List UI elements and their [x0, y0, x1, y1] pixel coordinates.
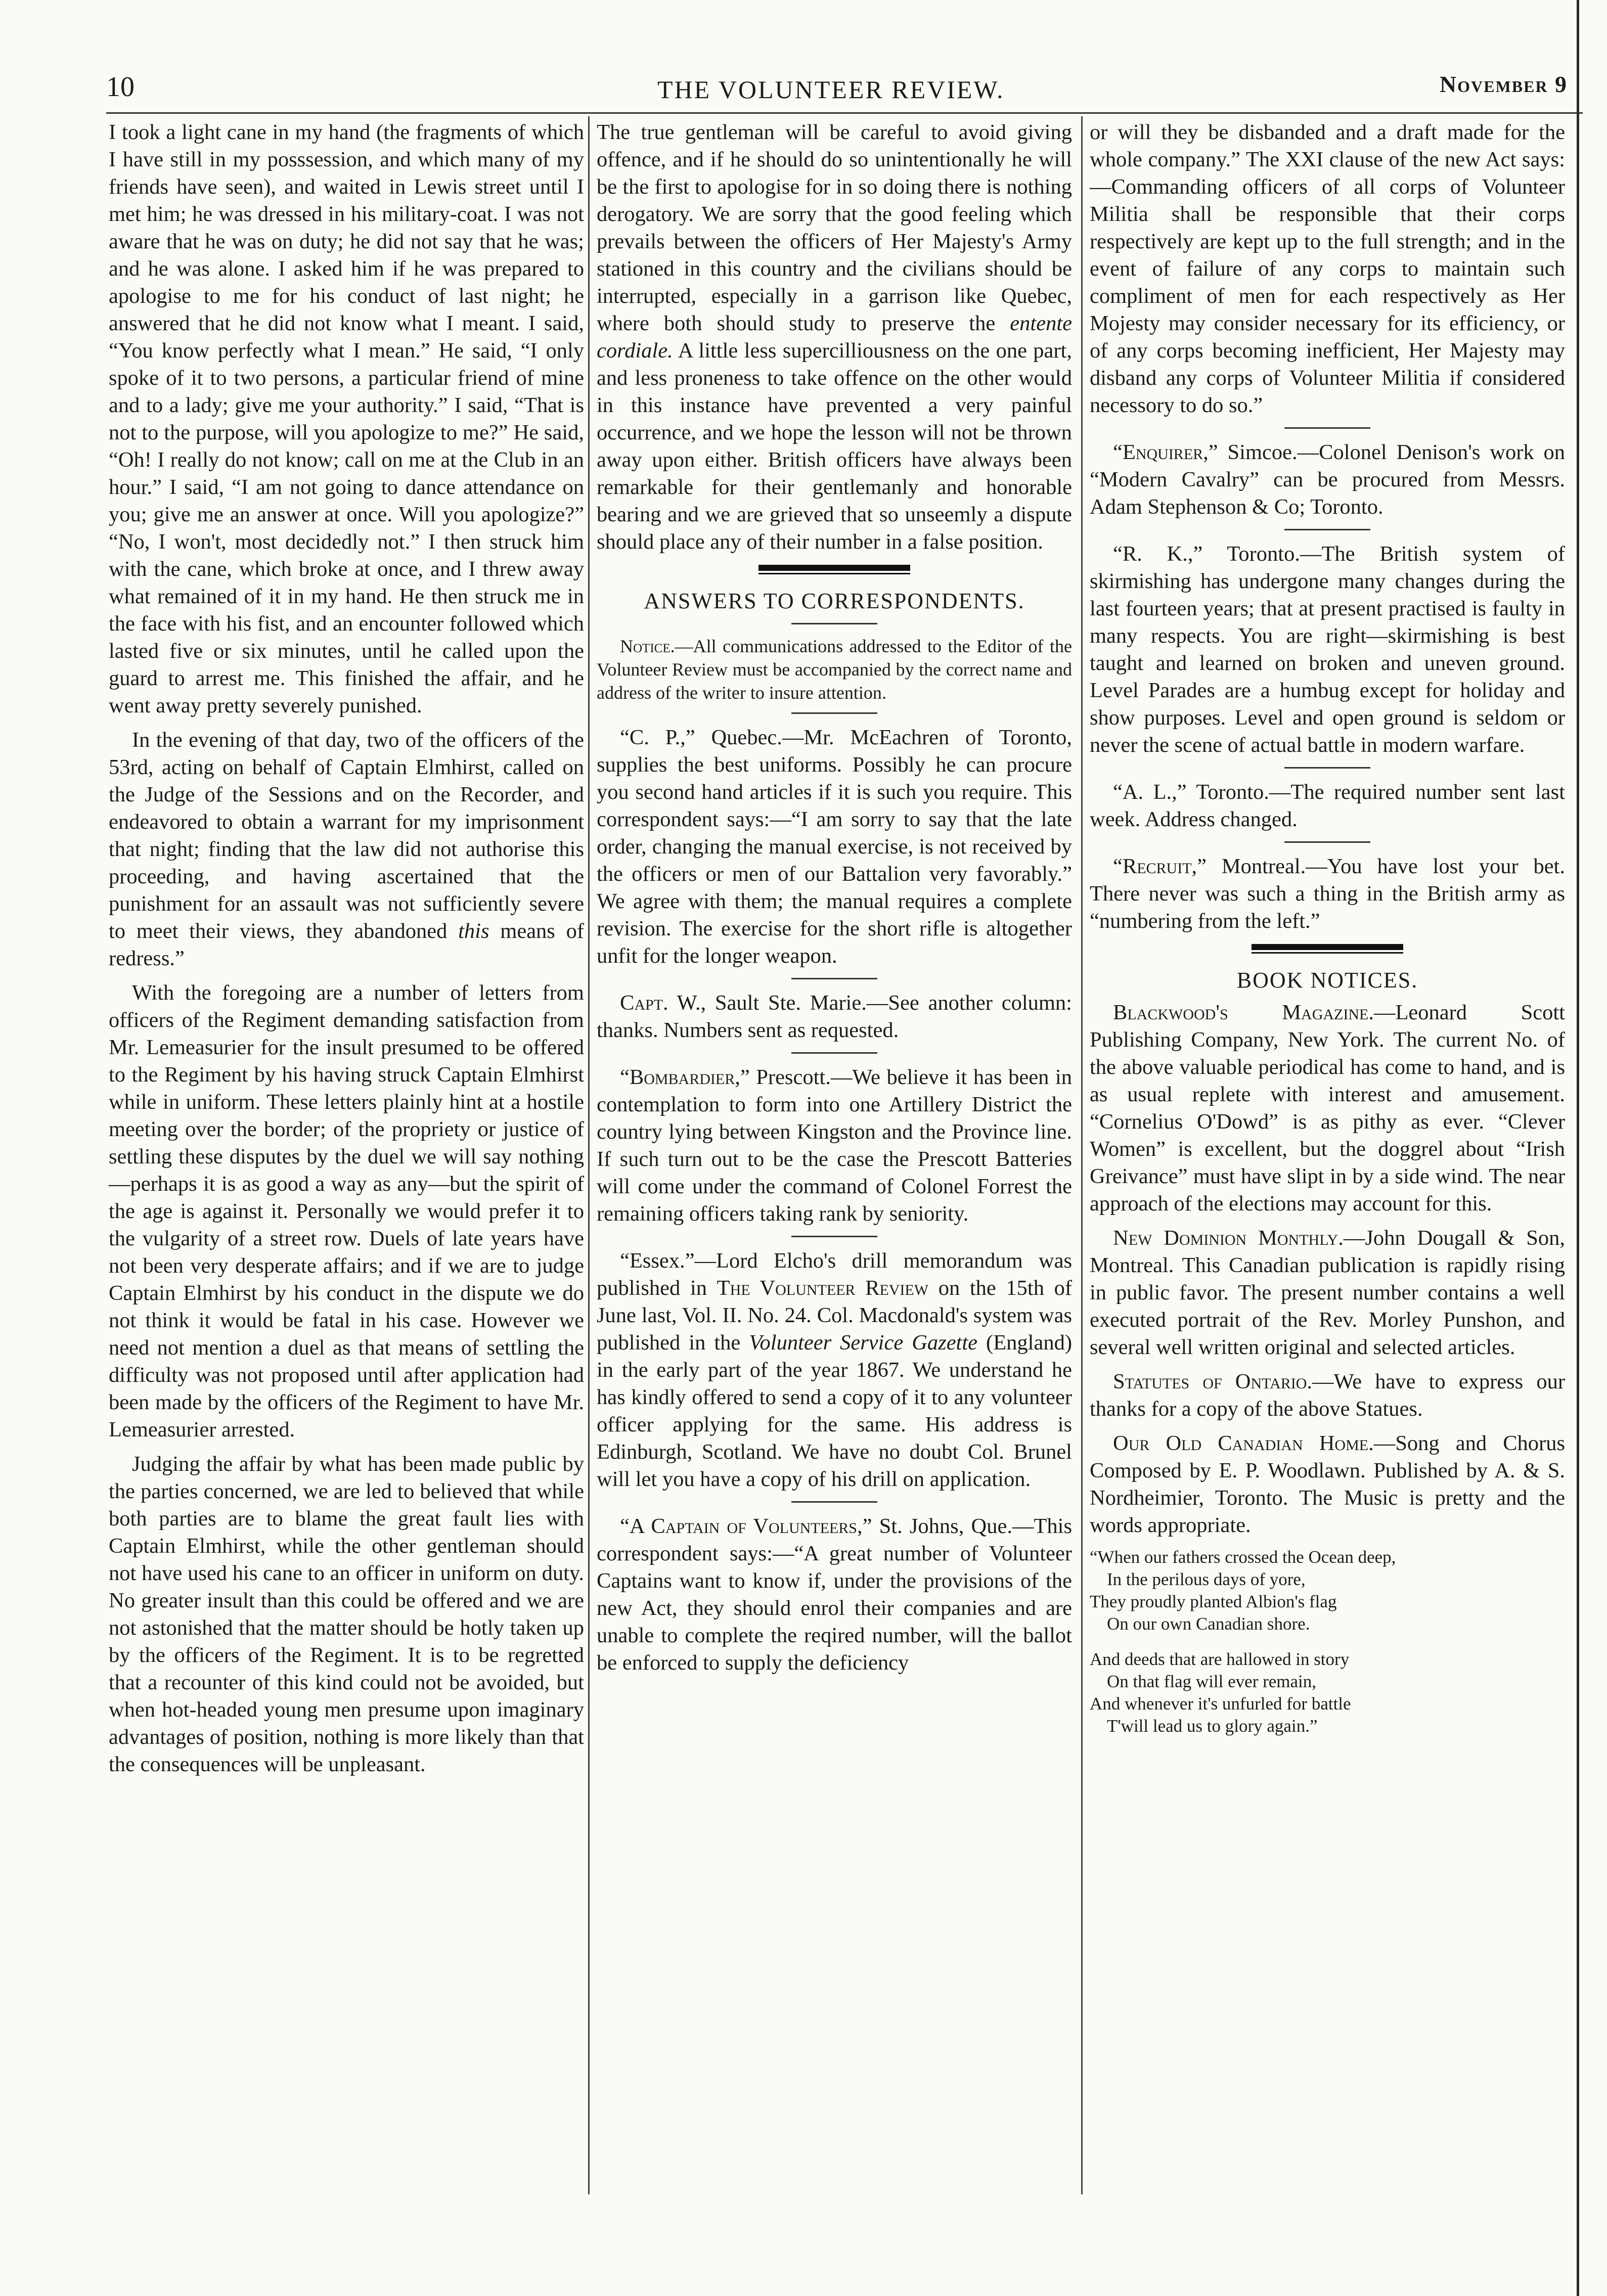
page-edge-rule: [1577, 0, 1579, 2296]
answer-recruit: “Recruit,” Montreal.—You have lost your bet. There never was such a thing in the British army as “numbering from the left.”: [1090, 854, 1565, 933]
divider: [1284, 767, 1370, 769]
divider: [791, 1052, 877, 1054]
book-notices-heading: BOOK NOTICES.: [1236, 968, 1418, 993]
divider: [791, 978, 877, 979]
verse-line: “When our fathers crossed the Ocean deep,: [1090, 1547, 1396, 1567]
notice-blackwoods: Blackwood's Magazine.—Leonard Scott Publishing Company, New York. The current No. of the above valuable periodical has come to hand, and is as usual replete with interest and amusement. “Cornelius O'Dowd” is as pithy as ever. “Clever Women” is excellent, but the doggrel about “Irish Greivance” must have slipt in by a side wind. The near approach of the elections may account for this.: [1090, 1001, 1565, 1215]
verse-line: In the perilous days of yore,: [1107, 1569, 1306, 1589]
answer-essex: “Essex.”—Lord Elcho's drill memorandum was published in The Volunteer Review on the 15th of June last, Vol. II. No. 24. Col. Macdonald's system was published in the Volunteer Service Gazette (England) in the early part of the year 1867. We understand he has kindly offered to send a copy of it to any volunteer officer applying for the same. His address is Edinburgh, Scotland. We have no doubt Col. Brunel will let you have a copy of his drill on application.: [597, 1249, 1072, 1491]
answer-capt-w: Capt. W., Sault Ste. Marie.—See another column: thanks. Numbers sent as requested.: [597, 991, 1072, 1042]
song-verse: [1090, 1546, 1565, 1737]
answer-cp: “C. P.,” Quebec.—Mr. McEachren of Toronto, supplies the best uniforms. Possibly he can procure you second hand articles if it is such you require. This correspondent says:—“I am sorry to say that the late order, changing the manual exercise, is not received by the officers or men of our Battalion very favorably.” We agree with them; the manual requires a complete revision. The exercise for the short rifle is altogether unfit for the longer weapon.: [597, 726, 1073, 968]
notice: Notice.—All communications addressed to the Editor of the Volunteer Review must be accompanied by the correct name and address of the writer to insure attention.: [597, 636, 1072, 703]
answer-bombardier: “Bombardier,” Prescott.—We believe it has been in contemplation to form into one Artillery District the country lying between Kingston and the Province line. If such turn out to be the case the Prescott Batteries will come under the command of Colonel Forrest the remaining officers taking rank by seniority.: [597, 1065, 1072, 1226]
running-title: THE VOLUNTEER REVIEW.: [657, 75, 1005, 104]
column-1: [109, 119, 584, 1785]
verse-line: And whenever it's unfurled for battle: [1090, 1694, 1351, 1714]
divider: [1284, 427, 1370, 429]
answer-captain: “A Captain of Volunteers,” St. Johns, Que.—This correspondent says:—“A great number of Volunteer Captains want to know if, under the provisions of the new Act, they should enrol their companies and are unable to complete the reqired number, will the ballot be enforced to supply the deficiency: [597, 1514, 1073, 1675]
page-header: [106, 71, 1573, 116]
divider: [1284, 529, 1370, 530]
divider: [791, 712, 877, 714]
paragraph: With the foregoing are a number of letters from officers of the Regiment demanding satisfaction from Mr. Lemeasurier for the insult presumed to be offered to the Regiment by his having struck Captain Elmhirst while in uniform. These letters plainly hint at a hostile meeting over the border; of the propriety or justice of settling these disputes by the duel we will say nothing—perhaps it is as good a way as any—but the spirit of the age is against it. Personally we would prefer it to the vulgarity of a street row. Duels of late years have not been very desperate affairs; and if we are to judge Captain Elmhirst by his conduct in the dispute we do not think it would be fatal in his case. However we need not mention a duel as that means of settling the difficulty was not proposed until after application had been made by the officers of the Regiment to have Mr. Lemeasurier arrested.: [109, 981, 584, 1442]
column-rule-1: [588, 116, 590, 2194]
notice-song: Our Old Canadian Home.—Song and Chorus Composed by E. P. Woodlawn. Published by A. & S. Nordheimier, Toronto. The Music is pretty and the words appropriate.: [1090, 1431, 1565, 1537]
paragraph: The true gentleman will be careful to avoid giving offence, and if he should do so unintentionally he will be the first to apologise for in so doing there is nothing derogatory. We are sorry that the good feeling which prevails between the officers of Her Majesty's Army stationed in this country and the civilians should be interrupted, especially in a garrison like Quebec, where both should study to preserve the entente cordiale. A little less supercilliousness on the one part, and less proneness to take offence on the other would in this instance have prevented a very painful occurrence, and we hope the lesson will not be thrown away upon either. British officers have always been remarkable for their gentlemanly and honorable bearing and we are grieved that so unseemly a dispute should place any of their number in a false position.: [597, 120, 1072, 554]
answer-enquirer: “Enquirer,” Simcoe.—Colonel Denison's work on “Modern Cavalry” can be procured from Messrs. Adam Stephenson & Co; Toronto.: [1090, 440, 1565, 519]
verse-line: T'will lead us to glory again.”: [1107, 1716, 1318, 1736]
verse-line: And deeds that are hallowed in story: [1090, 1649, 1350, 1669]
column-2: [597, 119, 1072, 1684]
divider: [791, 1501, 877, 1503]
notice-new-dominion: New Dominion Monthly.—John Dougall & Son, Montreal. This Canadian publication is rapidly rising in public favor. The present number contains a well executed portrait of the Rev. Morley Punshon, and several well written original and selected articles.: [1090, 1226, 1566, 1359]
verse-line: They proudly planted Albion's flag: [1090, 1592, 1337, 1611]
issue-date: November 9: [1439, 71, 1568, 97]
paragraph: or will they be disbanded and a draft made for the whole company.” The XXI clause of the new Act says:—Commanding officers of all corps of Volunteer Militia shall be responsible that their corps respectively are kept up to the full strength; and in the event of failure of any corps to maintain such compliment of men for each respectively as Her Mojesty may consider necessary for its efficiency, or of any corps becoming inefficient, Her Majesty may disband any corps of Volunteer Militia if considered necessory to do so.”: [1090, 120, 1565, 417]
paragraph: Judging the affair by what has been made public by the parties concerned, we are led to believed that while both parties are to blame the great fault lies with Captain Elmhirst, while the other gentleman should not have used his cane to an officer in uniform on duty. No greater insult than this could be offered and we are not astonished that the matter should be hotly taken up by the officers of the Regiment. It is to be regretted that a recounter of this kind could not be avoided, but when hot-headed young men presume upon imaginary advantages of position, nothing is more likely than that the consequences will be unpleasant.: [109, 1452, 584, 1776]
answers-heading: ANSWERS TO CORRESPONDENTS.: [644, 589, 1025, 613]
divider: [1284, 841, 1370, 843]
section-divider: [758, 565, 910, 574]
column-3: [1090, 119, 1565, 1737]
answer-rk: “R. K.,” Toronto.—The British system of skirmishing has undergone many changes during the last fourteen years; that at present practised is faulty in many respects. You are right—skirmishing is best taught and learned on broken and uneven ground. Level Parades are a humbug except for holiday and show purposes. Level and open ground is seldom or never the scene of actual battle in modern warfare.: [1090, 542, 1565, 757]
header-rule: [106, 112, 1583, 114]
divider: [791, 1236, 877, 1237]
section-divider: [1252, 944, 1403, 954]
column-rule-2: [1081, 116, 1083, 2194]
verse-line: On that flag will ever remain,: [1107, 1672, 1317, 1691]
paragraph: In the evening of that day, two of the officers of the 53rd, acting on behalf of Captain Elmhirst, called on the Judge of the Sessions and on the Recorder, and endeavored to obtain a warrant for my imprisonment that night; finding that the law did not authorise this proceeding, and having ascertained that the punishment for an assault was not sufficiently severe to meet their views, they abandoned this means of redress.”: [109, 728, 585, 970]
paragraph: I took a light cane in my hand (the fragments of which I have still in my posssession, and which many of my friends have seen), and waited in Lewis street until I met him; he was dressed in his military-coat. I was not aware that he was on duty; he did not say that he was; and he was alone. I asked him if he was prepared to apologise to me for his conduct of last night; he answered that he did not know what I meant. I said, “You know perfectly what I mean.” He said, “I only spoke of it to two persons, a particular friend of mine and to a lady; give me your authority.” I said, “That is not to the purpose, will you apologize to me?” He said, “Oh! I really do not know; call on me at the Club in an hour.” I said, “I am not going to dance attendance on you; give me an answer at once. Will you apologize?” “No, I won't, most decidedly not.” I then struck him with the cane, which broke at once, and I threw away what remained of it in my hand. He then struck me in the face with his fist, and an encounter followed which lasted five or six minutes, until he called upon the guard to arrest me. This finished the affair, and he went away pretty severely punished.: [109, 120, 584, 717]
divider: [791, 623, 877, 624]
notice-statutes: Statutes of Ontario.—We have to express our thanks for a copy of the above Statues.: [1090, 1370, 1565, 1421]
page-number: 10: [106, 71, 135, 103]
verse-line: On our own Canadian shore.: [1107, 1614, 1310, 1634]
answer-al: “A. L.,” Toronto.—The required number sent last week. Address changed.: [1090, 780, 1565, 831]
